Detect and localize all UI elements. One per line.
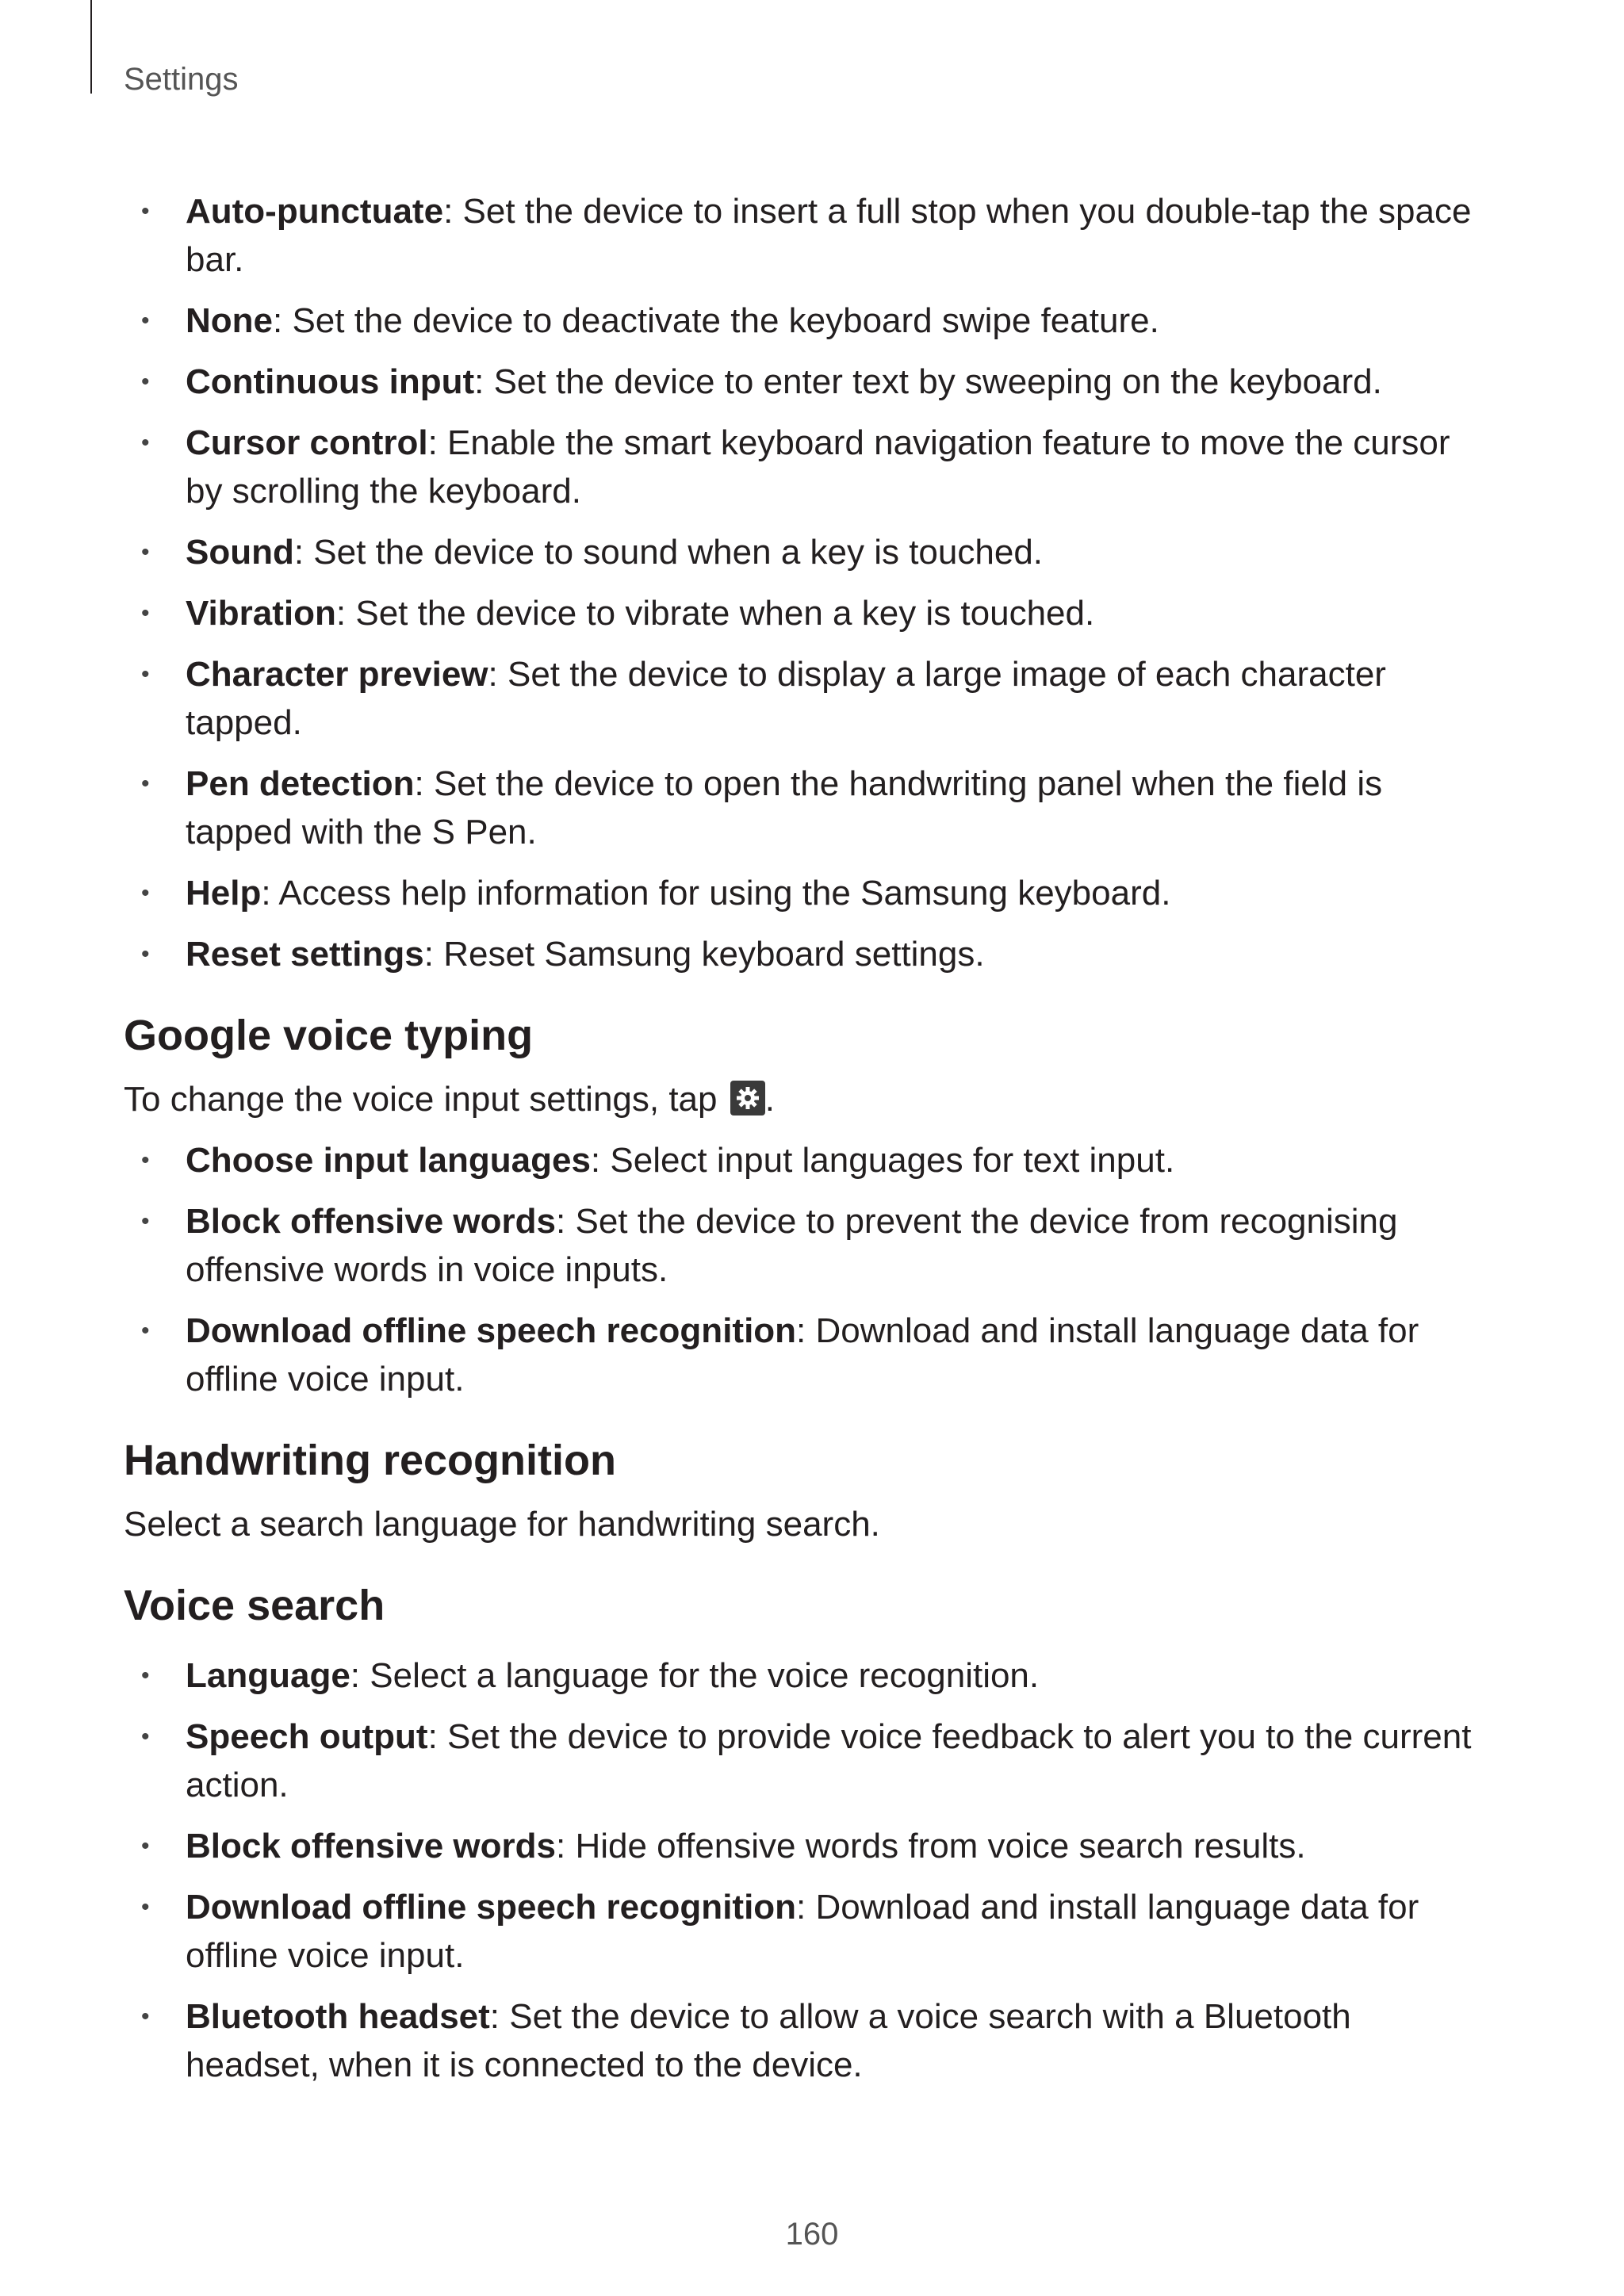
option-description: : Hide offensive words from voice search results. — [556, 1827, 1306, 1866]
list-item — [124, 650, 1488, 747]
handwriting-heading: Handwriting recognition — [124, 1437, 616, 1484]
page-number: 160 — [785, 2217, 839, 2252]
option-description: : Set the device to allow a voice search with a Bluetooth headset, when it is connected to the device. — [186, 1997, 1351, 2084]
list-item — [124, 297, 1488, 345]
option-description: : Download and install language data for offline voice input. — [186, 1888, 1419, 1975]
option-description: : Select a language for the voice recognition. — [350, 1656, 1040, 1695]
option-description: : Reset Samsung keyboard settings. — [423, 935, 985, 974]
option-term: Block offensive words — [186, 1827, 557, 1866]
option-term: Auto-punctuate — [186, 192, 444, 231]
option-description: : Set the device to provide voice feedback to alert you to the current action. — [186, 1717, 1472, 1804]
option-term: Language — [186, 1656, 350, 1695]
option-term: None — [186, 301, 273, 340]
option-description: : Set the device to vibrate when a key is touched. — [335, 594, 1095, 633]
option-term: Speech output — [186, 1717, 428, 1756]
option-description: : Select input languages for text input. — [590, 1141, 1175, 1180]
list-item — [124, 1992, 1488, 2089]
list-item — [124, 1307, 1488, 1403]
list-item — [124, 1651, 1488, 1700]
list-item — [124, 869, 1488, 917]
option-term: Character preview — [186, 655, 488, 694]
option-description: : Set the device to display a large image of each character tapped. — [186, 655, 1386, 742]
list-item — [124, 930, 1488, 978]
gear-icon — [730, 1081, 765, 1115]
list-item — [124, 528, 1488, 576]
option-description: : Set the device to sound when a key is touched. — [293, 533, 1044, 572]
option-description: : Set the device to prevent the device from recognising offensive words in voice inputs. — [186, 1202, 1398, 1289]
option-term: Pen detection — [186, 764, 415, 803]
option-description: : Download and install language data for offline voice input. — [186, 1311, 1419, 1399]
option-term: Sound — [186, 533, 294, 572]
handwriting-text: Select a search language for handwriting search. — [124, 1505, 880, 1544]
list-item — [124, 187, 1488, 284]
option-term: Reset settings — [186, 935, 424, 974]
option-term: Download offline speech recognition — [186, 1888, 797, 1927]
page-header-title: Settings — [124, 62, 239, 97]
list-item — [124, 358, 1488, 406]
option-term: Cursor control — [186, 423, 428, 462]
intro-text: To change the voice input settings, tap — [124, 1080, 727, 1119]
option-description: : Set the device to enter text by sweeping on the keyboard. — [474, 362, 1382, 401]
list-item — [124, 1712, 1488, 1809]
option-description: : Set the device to deactivate the keyboard swipe feature. — [273, 301, 1159, 340]
option-term: Bluetooth headset — [186, 1997, 490, 2036]
google-voice-intro — [124, 1075, 1488, 1123]
voice-search-section — [124, 1580, 1488, 2089]
option-description: : Set the device to open the handwriting panel when the field is tapped with the S Pen. — [186, 764, 1383, 851]
google-voice-list — [124, 1136, 1488, 1403]
option-description: : Enable the smart keyboard navigation feature to move the cursor by scrolling the keyboard. — [186, 423, 1450, 511]
list-item — [124, 419, 1488, 515]
google-voice-section — [124, 1010, 1488, 1403]
option-description: : Set the device to insert a full stop when you double-tap the space bar. — [186, 192, 1472, 279]
list-item — [124, 760, 1488, 856]
option-term: Block offensive words — [186, 1202, 557, 1241]
handwriting-section — [124, 1435, 1488, 1548]
header-rule — [90, 0, 92, 94]
keyboard-options-list — [124, 187, 1488, 978]
option-term: Download offline speech recognition — [186, 1311, 797, 1350]
option-term: Help — [186, 874, 262, 913]
list-item — [124, 589, 1488, 637]
option-term: Choose input languages — [186, 1141, 591, 1180]
option-term: Continuous input — [186, 362, 475, 401]
voice-search-list — [124, 1651, 1488, 2089]
intro-period: . — [764, 1080, 775, 1119]
list-item — [124, 1136, 1488, 1184]
option-term: Vibration — [186, 594, 336, 633]
list-item — [124, 1822, 1488, 1870]
list-item — [124, 1883, 1488, 1980]
page-content — [124, 187, 1488, 2102]
google-voice-heading: Google voice typing — [124, 1012, 534, 1059]
option-description: : Access help information for using the Samsung keyboard. — [261, 874, 1171, 913]
list-item — [124, 1197, 1488, 1294]
voice-search-heading: Voice search — [124, 1582, 385, 1629]
